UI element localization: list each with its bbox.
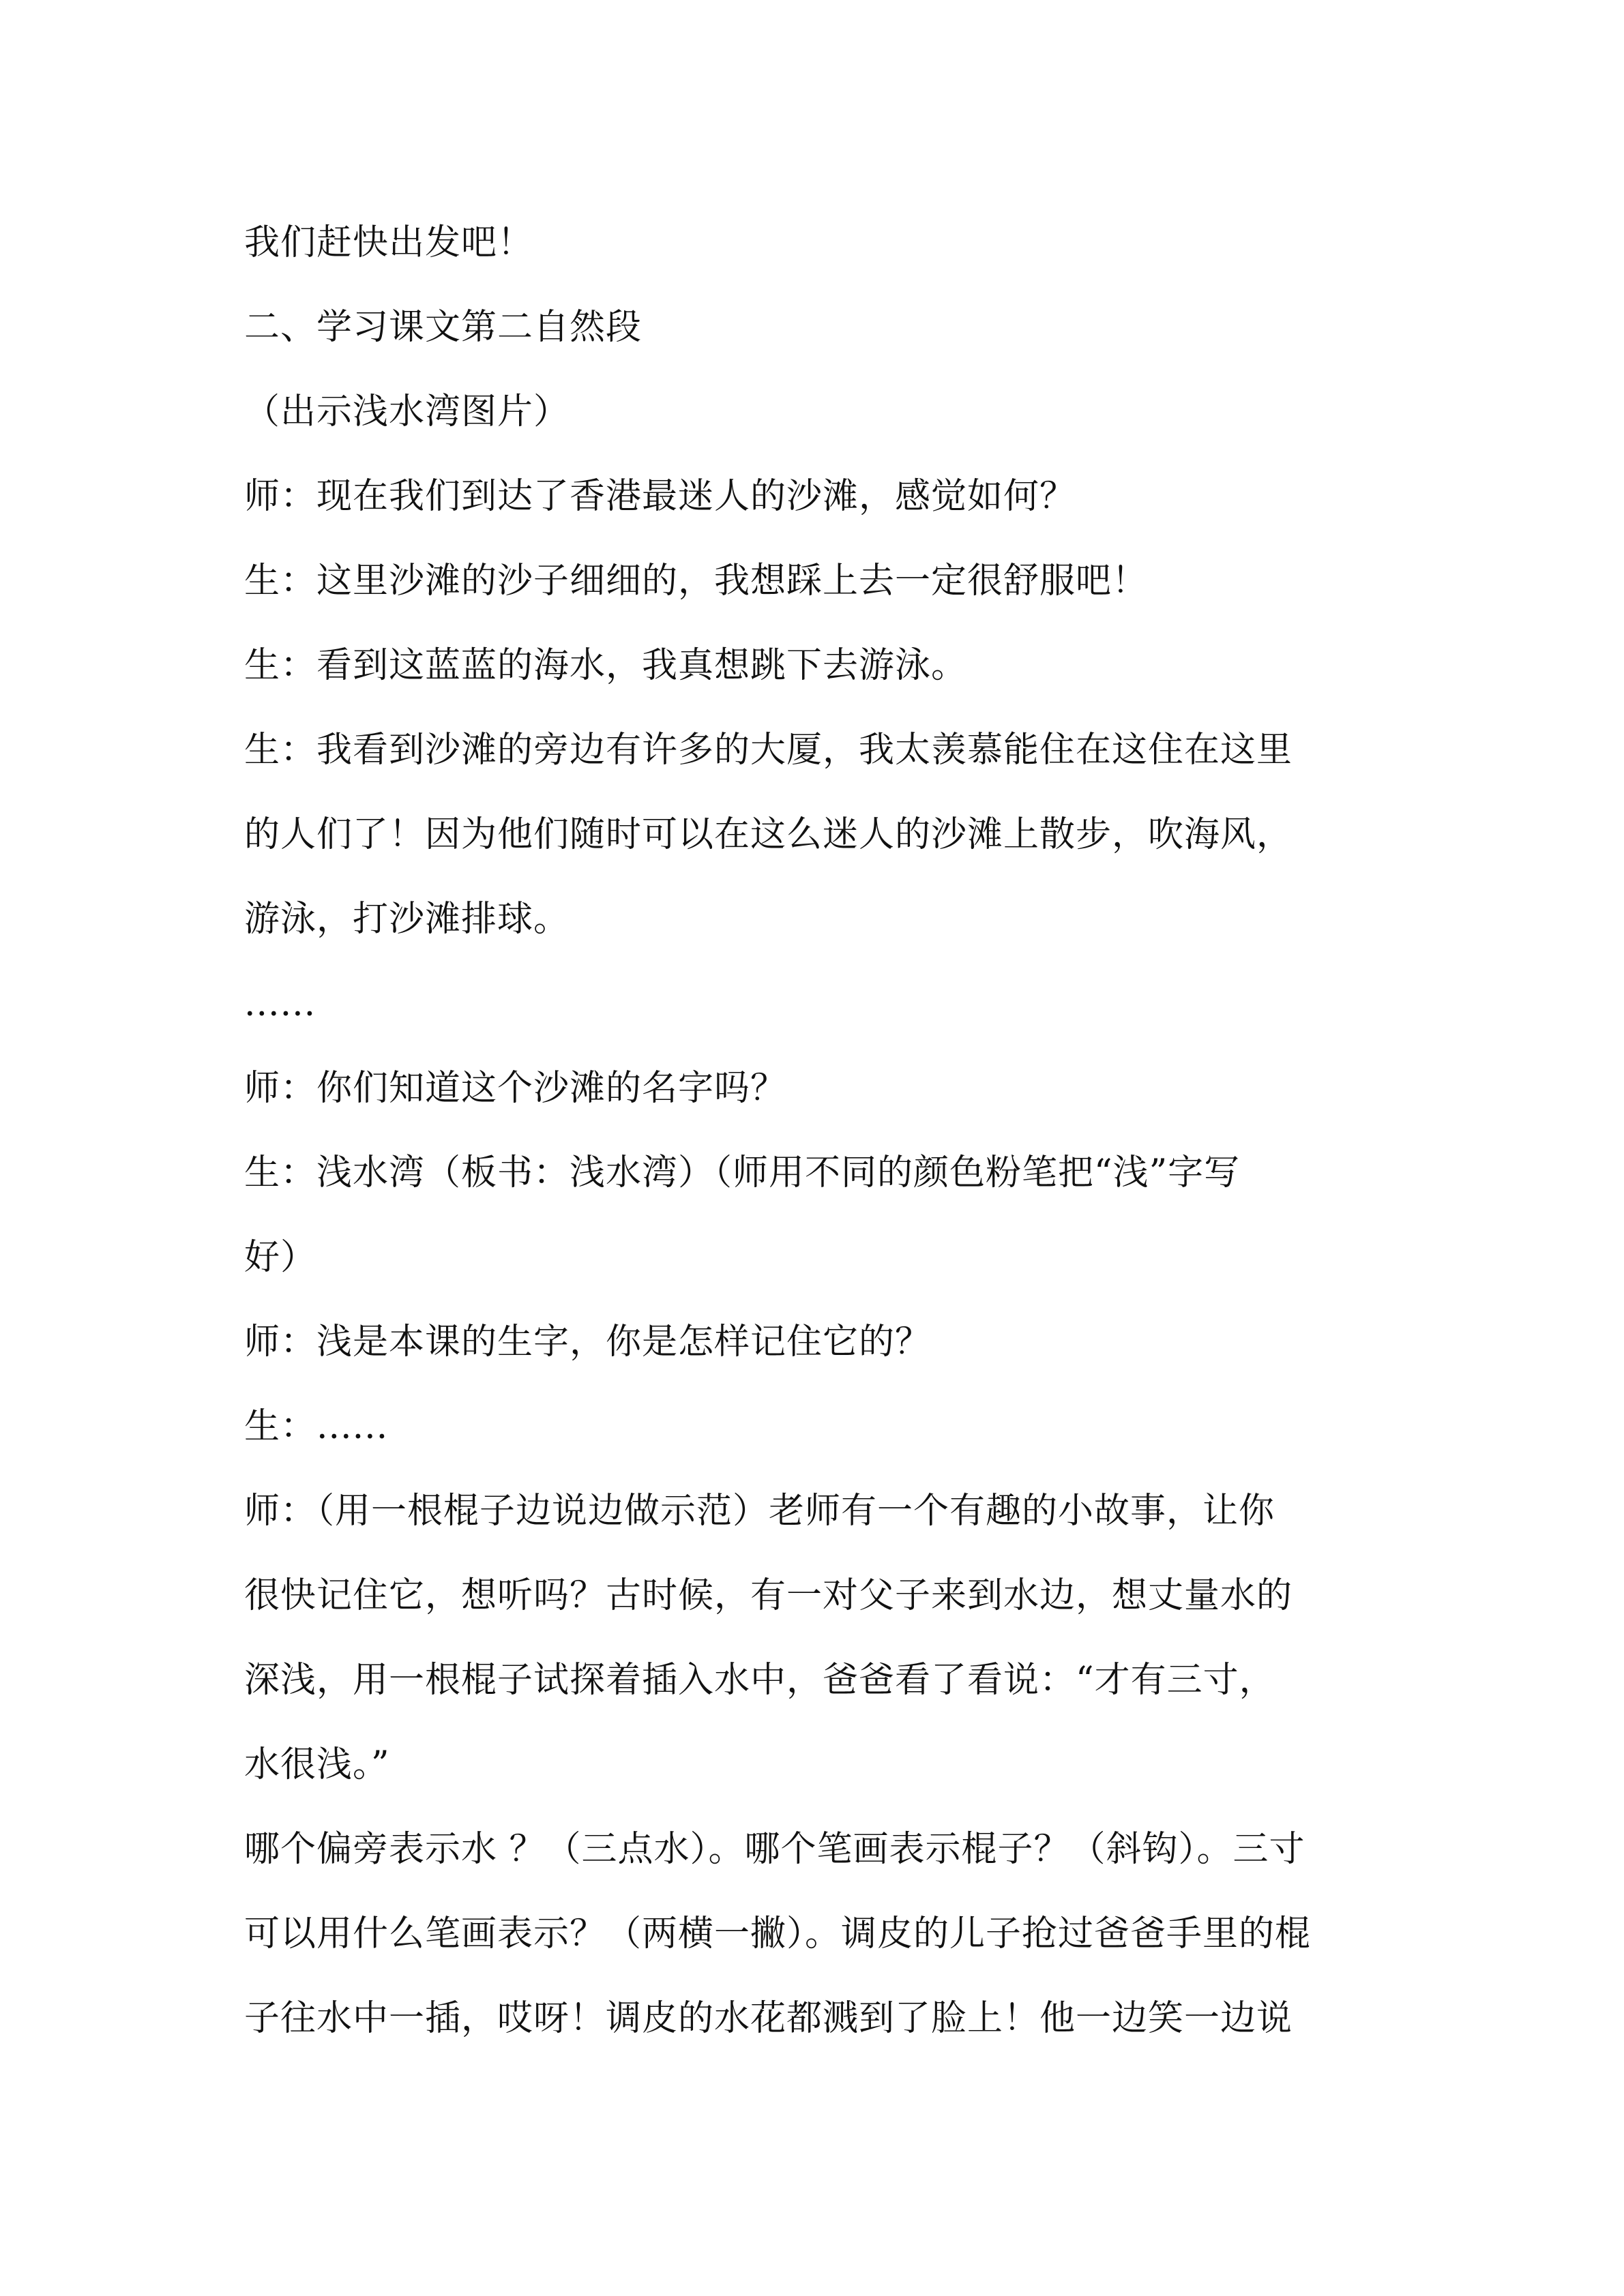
text-line: 师：浅是本课的生字，你是怎样记住它的？ — [244, 1322, 932, 1362]
section-heading: 二、学习课文第二自然段 — [244, 307, 643, 348]
text-line: 师：你们知道这个沙滩的名字吗？ — [244, 1068, 787, 1109]
text-line: 子往水中一插，哎呀！调皮的水花都溅到了脸上！他一边笑一边说 — [244, 1998, 1293, 2039]
text-line: 的人们了！因为他们随时可以在这么迷人的沙滩上散步，吹海风， — [244, 814, 1293, 855]
text-line: 师：（用一根棍子边说边做示范）老师有一个有趣的小故事，让你 — [244, 1491, 1275, 1532]
text-line: 深浅，用一根棍子试探着插入水中，爸爸看了看说：“才有三寸， — [244, 1660, 1275, 1701]
text-line: 生：这里沙滩的沙子细细的，我想踩上去一定很舒服吧！ — [244, 561, 1149, 601]
text-line: 哪个偏旁表示水 ？（三点水）。哪个笔画表示棍子？（斜钩）。三寸 — [244, 1829, 1305, 1870]
text-line: 生：浅水湾（板书：浅水湾）（师用不同的颜色粉笔把“浅”字写 — [244, 1152, 1241, 1193]
text-line: 我们赶快出发吧！ — [244, 222, 534, 263]
text-line: 生：...... — [244, 1406, 389, 1447]
text-line: 游泳，打沙滩排球。 — [244, 899, 570, 940]
document-body — [244, 200, 1390, 2061]
text-line: 生：我看到沙滩的旁边有许多的大厦，我太羡慕能住在这住在这里 — [244, 730, 1293, 771]
text-line: 可以用什么笔画表示？（两横一撇）。调皮的儿子抢过爸爸手里的棍 — [244, 1913, 1312, 1954]
text-line: ...... — [244, 983, 316, 1024]
text-line: 师：现在我们到达了香港最迷人的沙滩，感觉如何？ — [244, 476, 1076, 517]
text-line: 水很浅。” — [244, 1744, 390, 1785]
text-line: 生：看到这蓝蓝的海水，我真想跳下去游泳。 — [244, 645, 968, 686]
text-line: 好） — [244, 1237, 317, 1278]
text-line: （出示浅水湾图片） — [244, 391, 570, 432]
text-line: 很快记住它，想听吗？古时候，有一对父子来到水边，想丈量水的 — [244, 1575, 1293, 1616]
